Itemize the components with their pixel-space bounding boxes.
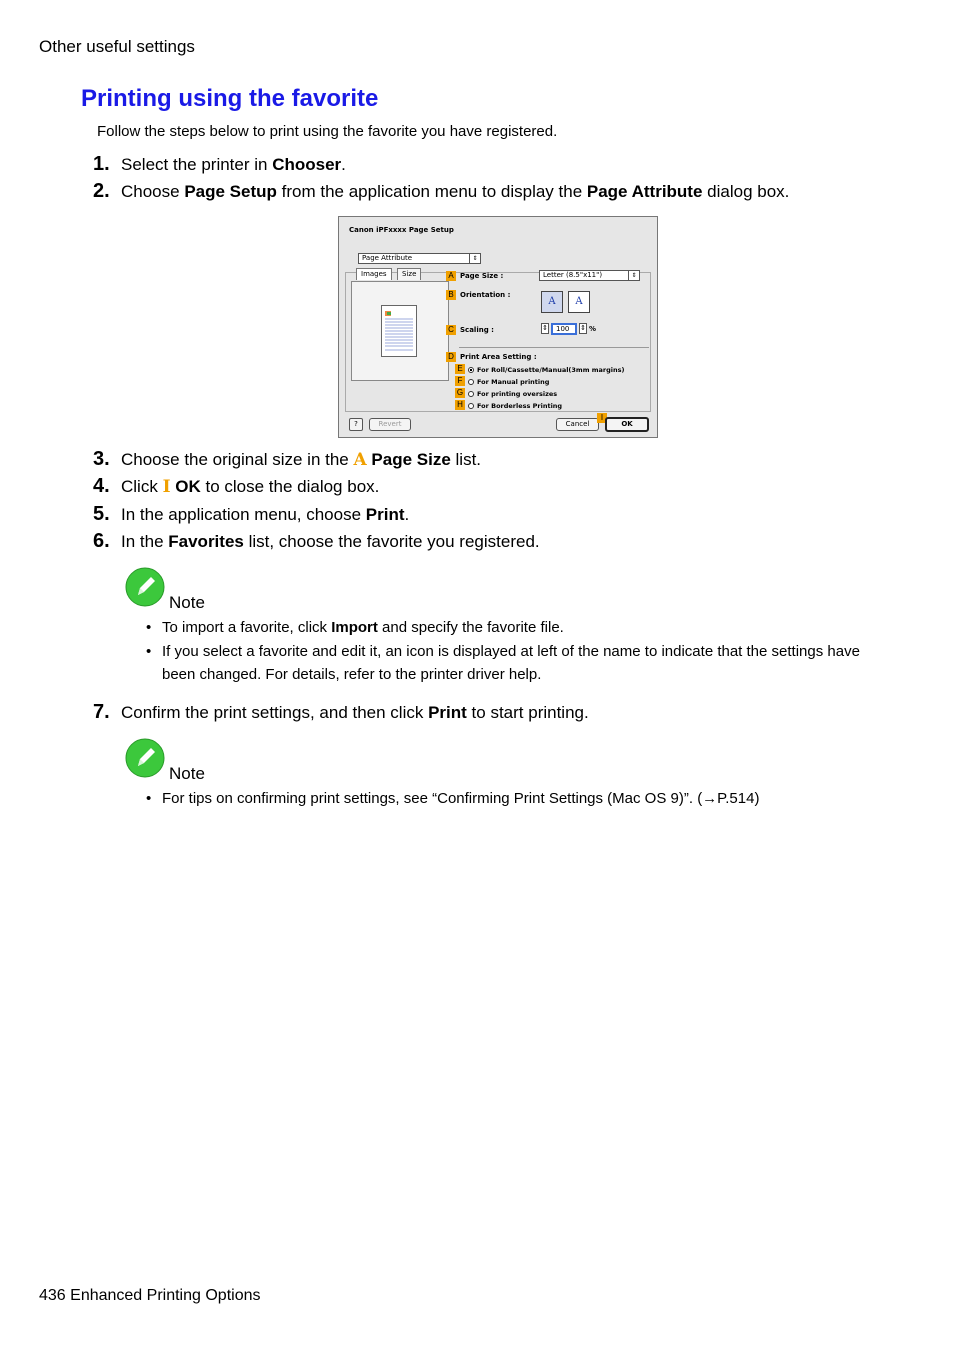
radio-oversizes[interactable] bbox=[468, 391, 474, 397]
bullet-dot: • bbox=[146, 790, 152, 807]
radio-label: For Borderless Printing bbox=[477, 402, 563, 410]
step-number: 2. bbox=[93, 180, 110, 202]
radio-borderless[interactable] bbox=[468, 403, 474, 409]
page-size-label: Page Size : bbox=[460, 272, 504, 280]
step-5 bbox=[93, 503, 409, 526]
help-button[interactable]: ? bbox=[349, 418, 363, 431]
step-6 bbox=[93, 530, 540, 553]
marker-e: E bbox=[455, 364, 465, 374]
step-text: to start printing. bbox=[466, 703, 589, 722]
scaling-stepper-right[interactable]: ⇕ bbox=[580, 324, 586, 332]
marker-i-icon: I bbox=[162, 477, 171, 497]
scaling-label: Scaling : bbox=[460, 326, 494, 334]
tab-images[interactable]: Images bbox=[356, 268, 392, 280]
popup-arrow-icon: ⇕ bbox=[469, 254, 480, 263]
landscape-button[interactable]: A bbox=[568, 291, 590, 313]
note-icon bbox=[125, 567, 165, 607]
tab-size[interactable]: Size bbox=[397, 268, 421, 280]
step-number: 1. bbox=[93, 153, 110, 175]
marker-b: B bbox=[446, 290, 456, 300]
step-number: 6. bbox=[93, 530, 110, 552]
page-size-popup[interactable] bbox=[539, 270, 640, 281]
running-header: Other useful settings bbox=[39, 37, 195, 56]
revert-button[interactable]: Revert bbox=[369, 418, 411, 431]
bullet-dot: • bbox=[146, 643, 152, 660]
scaling-input[interactable]: 100 bbox=[551, 323, 577, 335]
page-footer: 436 Enhanced Printing Options bbox=[39, 1287, 261, 1304]
step-text: Choose the original size in the bbox=[121, 450, 354, 469]
step-text: dialog box. bbox=[702, 182, 790, 201]
marker-c: C bbox=[446, 325, 456, 335]
page-attribute-popup[interactable] bbox=[358, 253, 481, 264]
step-bold: Chooser bbox=[272, 155, 342, 174]
step-text: list. bbox=[450, 450, 482, 469]
bullet-text[interactable]: For tips on confirming print settings, see “Confirming Print Settings (Mac OS 9)”. (→P.514) bbox=[162, 790, 760, 807]
step-text: In the bbox=[121, 532, 169, 551]
orientation-label: Orientation : bbox=[460, 291, 511, 299]
step-bold: Page Setup bbox=[184, 182, 277, 201]
step-text: Select the printer in bbox=[121, 155, 273, 174]
step-bold: Favorites bbox=[168, 532, 244, 551]
divider bbox=[459, 347, 649, 348]
step-number: 4. bbox=[93, 475, 110, 497]
step-bold: Page Attribute bbox=[586, 182, 703, 201]
radio-roll-cassette[interactable] bbox=[468, 367, 474, 373]
print-area-label: Print Area Setting : bbox=[460, 353, 537, 361]
note-bullet bbox=[146, 787, 886, 810]
step-text: Choose bbox=[121, 182, 185, 201]
ok-button[interactable]: OK bbox=[605, 417, 649, 432]
step-text: . bbox=[341, 155, 346, 174]
step-text: . bbox=[404, 505, 410, 524]
page-setup-dialog-screenshot bbox=[338, 216, 658, 438]
bullet-bold: Import bbox=[331, 619, 378, 636]
step-number: 3. bbox=[93, 448, 110, 470]
note-label: Note bbox=[169, 764, 205, 783]
bullet-text: To import a favorite, click bbox=[162, 619, 332, 636]
radio-manual[interactable] bbox=[468, 379, 474, 385]
scaling-stepper[interactable]: ⇕ bbox=[542, 324, 548, 332]
popup-arrow-icon: ⇕ bbox=[628, 271, 639, 280]
page-preview-graphic bbox=[382, 306, 416, 356]
marker-a-icon: A bbox=[353, 450, 367, 470]
marker-g: G bbox=[456, 388, 464, 397]
intro-text: Follow the steps below to print using the favorite you have registered. bbox=[97, 123, 558, 140]
step-text: In the application menu, choose bbox=[121, 505, 366, 524]
marker-f: F bbox=[455, 376, 465, 386]
note-bullet bbox=[146, 616, 886, 639]
radio-label: For Manual printing bbox=[477, 378, 550, 386]
step-text: Click bbox=[121, 477, 163, 496]
step-text: list, choose the favorite you registered. bbox=[243, 532, 540, 551]
step-text: from the application menu to display the bbox=[276, 182, 587, 201]
step-bold: Print bbox=[428, 703, 467, 722]
page-title: Printing using the favorite bbox=[81, 85, 379, 112]
step-text: to close the dialog box. bbox=[200, 477, 380, 496]
step-1 bbox=[93, 153, 346, 176]
step-bold: OK bbox=[170, 477, 201, 496]
portrait-button[interactable]: A bbox=[541, 291, 563, 313]
step-bold: Print bbox=[365, 505, 405, 524]
page-size-value: Letter (8.5"x11") bbox=[543, 271, 603, 279]
cancel-button[interactable]: Cancel bbox=[556, 418, 599, 431]
marker-h: H bbox=[455, 400, 465, 410]
radio-label: For printing oversizes bbox=[477, 390, 558, 398]
note-icon bbox=[125, 738, 165, 778]
marker-d: D bbox=[446, 352, 456, 362]
scaling-unit: % bbox=[589, 325, 597, 333]
dialog-title: Canon iPFxxxx Page Setup bbox=[349, 226, 454, 234]
bullet-text: and specify the favorite file. bbox=[377, 619, 564, 636]
bullet-text: If you select a favorite and edit it, an icon is displayed at left of the name to indicate that the settings have been changed. For details, refer to the printer driver help. bbox=[162, 643, 860, 683]
step-number: 5. bbox=[93, 503, 110, 525]
step-text: Confirm the print settings, and then click bbox=[121, 703, 429, 722]
step-3 bbox=[93, 448, 481, 471]
note-bullet bbox=[146, 640, 886, 686]
page-preview-image bbox=[381, 305, 417, 357]
step-2 bbox=[93, 180, 789, 203]
step-7 bbox=[93, 701, 589, 724]
step-4 bbox=[93, 475, 379, 498]
note-label: Note bbox=[169, 593, 205, 612]
marker-i: I bbox=[597, 413, 607, 423]
popup-label: Page Attribute bbox=[362, 254, 413, 262]
bullet-dot: • bbox=[146, 619, 152, 636]
radio-label: For Roll/Cassette/Manual(3mm margins) bbox=[477, 366, 625, 374]
step-bold: Page Size bbox=[366, 450, 451, 469]
step-number: 7. bbox=[93, 701, 110, 723]
marker-a: A bbox=[446, 271, 456, 281]
